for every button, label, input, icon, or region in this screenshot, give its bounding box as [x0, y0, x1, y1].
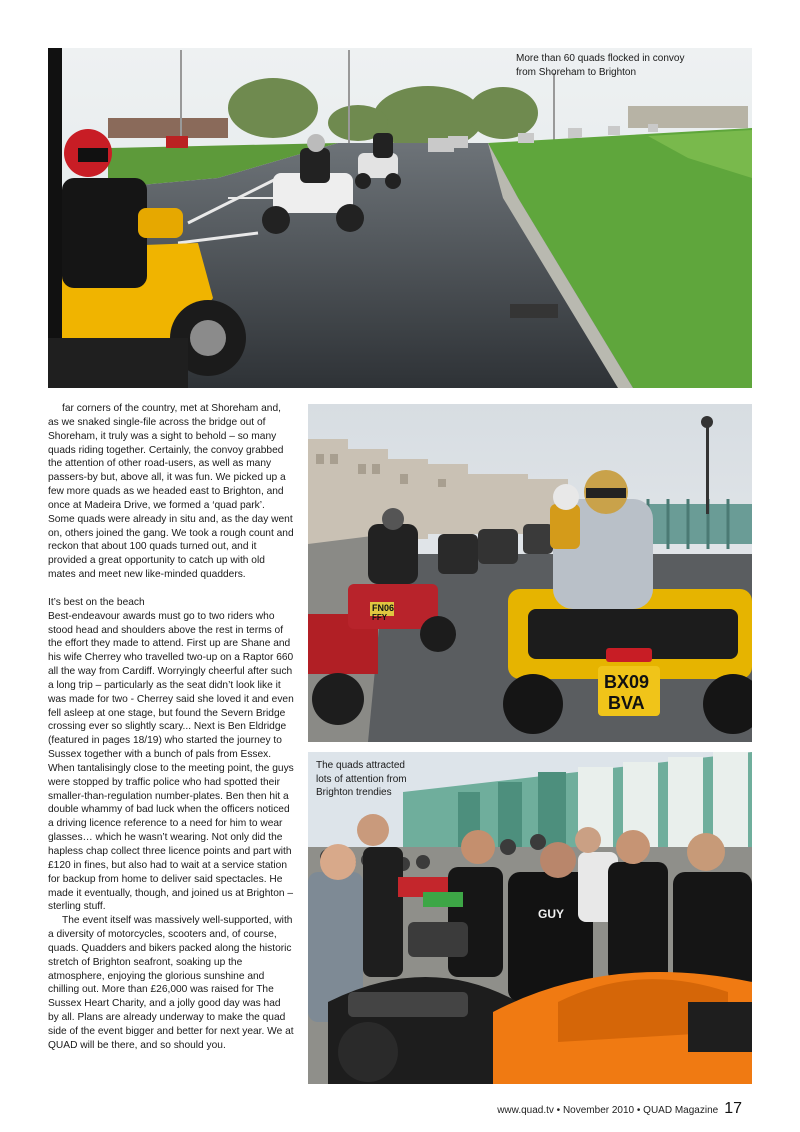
- crowd-photo: [308, 752, 752, 1084]
- plate-text-small-1: FN06: [372, 603, 395, 613]
- convoy-photo: [48, 48, 752, 388]
- top-photo-caption: More than 60 quads flocked in convoy from Shoreham to Brighton: [516, 53, 685, 78]
- shirt-text: GUY: [538, 907, 565, 921]
- plate-text-small-2: FFY: [372, 613, 388, 622]
- page-number: 17: [724, 1100, 742, 1117]
- page-footer: [497, 1100, 742, 1118]
- footer-credit: www.quad.tv • November 2010 • QUAD Magazine: [497, 1105, 719, 1116]
- article-subhead: It’s best on the beach: [48, 596, 145, 608]
- article-body: [48, 402, 294, 1053]
- seafront-quads-photo: [308, 404, 752, 742]
- article-paragraph-1: far corners of the country, met at Shoreham and, as we snaked single-file across the bridge out of Shoreham, it truly was a sight to behold – so many quads riding together. Certainly, the convoy grabbed the attention of other road-users, as well as many passers-by but, above all, it was fun. We picked up a few more quads as we headed east to Brighton, and once at Madeira Drive, we formed a ‘quad park’. Some quads were already in situ and, as the day went on, others joined the gang. We took a rough count and reckon that about 100 quads turned out, and it provided a great opportunity to catch up with old mates and meet new like-minded quadders.: [48, 403, 294, 581]
- plate-text-main-1: BX09: [604, 672, 650, 692]
- plate-text-main-2: BVA: [608, 693, 645, 713]
- article-paragraph-3: The event itself was massively well-supported, with a diversity of motorcycles, scooters and, of course, quads. Quadders and bikers packed along the historic stretch of Brighton seafront, soaking up the atmosphere, enjoying the glorious sunshine and chilling out. More than £26,000 was raised for The Sussex Heart Charity, and a jolly good day was had by all. Plans are already underway to make the quad side of the event bigger and better for next year. We at QUAD will be there, and so should you.: [48, 915, 294, 1051]
- bottom-photo-caption: The quads attracted lots of attention from Brighton trendies: [316, 760, 407, 798]
- article-paragraph-2: Best-endeavour awards must go to two riders who stood head and shoulders above the rest in terms of the effort they made to attend. First up are Shane and his wife Cherrey who travelled two-up on a Raptor 660 all the way from Cardiff. Worryingly cheerful after such a long trip – particularly as the seat didn’t look like it was made for two - Cherrey said she loved it and even fell asleep at one stage, but found the Severn Bridge crossing ever so slightly scary... Next is Ben Eldridge (featured in pages 18/19) who started the journey to Sussex together with a bunch of pals from Essex. When tantalisingly close to the meeting point, the guys were stopped by traffic police who had spotted their smaller-than-regulation number-plates. Ben then hit a double whammy of bad luck when the officers noticed a driving licence reference to a need for him to wear glasses… which he wasn’t wearing. Not only did the hapless chap collect three licence points and part with £120 in fines, but also had to wait at a service station for backup from home to deliver said spectacles. He made it eventually, though, and joined us at Brighton – sterling stuff.: [48, 610, 294, 913]
